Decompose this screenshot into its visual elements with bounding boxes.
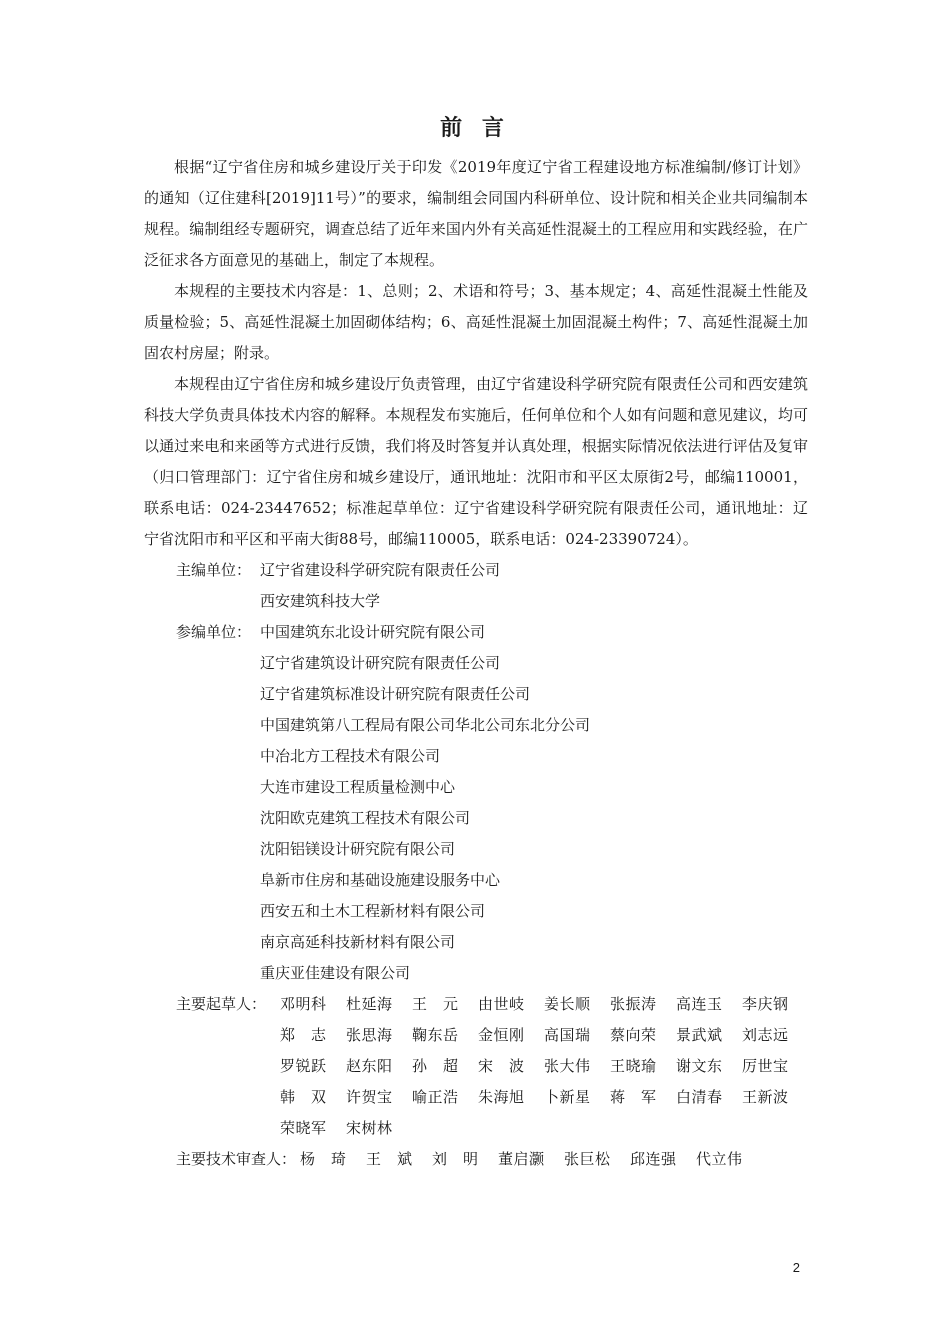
drafters-name: 杜延海 xyxy=(346,995,393,1013)
participating-unit-item: 重庆亚佳建设有限公司 xyxy=(260,964,411,982)
participating-unit-item: 阜新市住房和基础设施建设服务中心 xyxy=(260,871,501,889)
drafters-name: 鞠东岳 xyxy=(412,1026,459,1044)
page-number: 2 xyxy=(792,1260,800,1275)
drafters-name: 谢文东 xyxy=(676,1057,723,1075)
reviewers-name: 邱连强 xyxy=(630,1150,677,1168)
paragraph-3: 本规程由辽宁省住房和城乡建设厅负责管理，由辽宁省建设科学研究院有限责任公司和西安建筑科技大学负责具体技术内容的解释。本规程发布实施后，任何单位和个人如有问题和意见建议，均可以通过来电和来函等方式进行反馈，我们将及时答复并认真处理，根据实际情况依法进行评估及复审（归口管理部门：辽宁省住房和城乡建设厅，通讯地址：沈阳市和平区太原街2号，邮编110001，联系电话：024-23447652；标准起草单位：辽宁省建设科学研究院有限责任公司，通讯地址：辽宁省沈阳市和平区和平南大街88号，邮编110005，联系电话：024-23390724）。 xyxy=(144,375,808,548)
reviewers-name: 董启灏 xyxy=(498,1150,545,1168)
reviewers-list xyxy=(300,1144,808,1175)
drafters-name: 喻正浩 xyxy=(412,1088,459,1106)
chief-units-label: 主编单位： xyxy=(176,561,252,579)
participating-unit-item: 中国建筑东北设计研究院有限公司 xyxy=(260,623,486,641)
drafters-name: 张振涛 xyxy=(610,995,657,1013)
drafters-name: 蔡向荣 xyxy=(610,1026,657,1044)
drafters-name: 刘志远 xyxy=(742,1026,789,1044)
participating-units xyxy=(144,617,808,989)
participating-unit-item: 中冶北方工程技术有限公司 xyxy=(260,747,441,765)
participating-unit-item: 西安五和土木工程新材料有限公司 xyxy=(260,902,486,920)
drafters-name: 韩 双 xyxy=(280,1088,327,1106)
chief-units xyxy=(144,555,808,617)
participating-unit-item: 沈阳铝镁设计研究院有限公司 xyxy=(260,840,456,858)
drafters-name: 由世岐 xyxy=(478,995,525,1013)
drafters-name: 罗锐跃 xyxy=(280,1057,327,1075)
reviewers-name: 张巨松 xyxy=(564,1150,611,1168)
drafters-name: 朱海旭 xyxy=(478,1088,525,1106)
preface-body xyxy=(144,152,808,1175)
reviewers-label: 主要技术审查人： xyxy=(176,1150,297,1168)
drafters-label: 主要起草人： xyxy=(176,995,267,1013)
participating-unit-item: 中国建筑第八工程局有限公司华北公司东北分公司 xyxy=(260,716,591,734)
drafters-name: 赵东阳 xyxy=(346,1057,393,1075)
participating-units-label: 参编单位： xyxy=(176,623,252,641)
participating-unit-item: 沈阳欧克建筑工程技术有限公司 xyxy=(260,809,471,827)
drafters-name: 金恒刚 xyxy=(478,1026,525,1044)
drafters-name: 李庆钢 xyxy=(742,995,789,1013)
drafters-name: 孙 超 xyxy=(412,1057,459,1075)
reviewers-name: 王 斌 xyxy=(366,1150,413,1168)
reviewers-name: 代立伟 xyxy=(696,1150,743,1168)
page-title: 前 言 xyxy=(440,116,510,141)
drafters-name: 高国瑞 xyxy=(544,1026,591,1044)
drafters-name: 郑 志 xyxy=(280,1026,327,1044)
drafters-name: 荣晓军 xyxy=(280,1119,327,1137)
paragraph-1: 根据“辽宁省住房和城乡建设厅关于印发《2019年度辽宁省工程建设地方标准编制/修订计划》的通知（辽住建科[2019]11号）”的要求，编制组会同国内科研单位、设计院和相关企业共同编制本规程。编制组经专题研究，调查总结了近年来国内外有关高延性混凝土的工程应用和实践经验，在广泛征求各方面意见的基础上，制定了本规程。 xyxy=(144,158,808,269)
drafters-name: 张大伟 xyxy=(544,1057,591,1075)
drafters-list xyxy=(280,989,808,1144)
drafters-name: 王新波 xyxy=(742,1088,789,1106)
participating-unit-item: 辽宁省建筑标准设计研究院有限责任公司 xyxy=(260,685,531,703)
drafters-name: 张思海 xyxy=(346,1026,393,1044)
drafters-name: 高连玉 xyxy=(676,995,723,1013)
reviewers-name: 杨 琦 xyxy=(300,1150,347,1168)
drafters-name: 宋 波 xyxy=(478,1057,525,1075)
drafters-name: 卜新星 xyxy=(544,1088,591,1106)
drafters-name: 姜长顺 xyxy=(544,995,591,1013)
chief-unit-item: 辽宁省建设科学研究院有限责任公司 xyxy=(260,561,501,579)
reviewers-name: 刘 明 xyxy=(432,1150,479,1168)
drafters-name: 王 元 xyxy=(412,995,459,1013)
drafters-name: 邓明科 xyxy=(280,995,327,1013)
drafters-name: 宋树林 xyxy=(346,1119,393,1137)
drafters-name: 王晓瑜 xyxy=(610,1057,657,1075)
participating-unit-item: 辽宁省建筑设计研究院有限责任公司 xyxy=(260,654,501,672)
drafters-name: 厉世宝 xyxy=(742,1057,789,1075)
drafters xyxy=(144,989,808,1144)
participating-unit-item: 大连市建设工程质量检测中心 xyxy=(260,778,456,796)
reviewers xyxy=(144,1144,808,1175)
drafters-name: 白清春 xyxy=(676,1088,723,1106)
drafters-name: 许贺宝 xyxy=(346,1088,393,1106)
drafters-name: 蒋 军 xyxy=(610,1088,657,1106)
drafters-name: 景武斌 xyxy=(676,1026,723,1044)
participating-unit-item: 南京高延科技新材料有限公司 xyxy=(260,933,456,951)
chief-unit-item: 西安建筑科技大学 xyxy=(260,592,381,610)
paragraph-2: 本规程的主要技术内容是：1、总则；2、术语和符号；3、基本规定；4、高延性混凝土性能及质量检验；5、高延性混凝土加固砌体结构；6、高延性混凝土加固混凝土构件；7、高延性混凝土加固农村房屋；附录。 xyxy=(144,282,808,362)
